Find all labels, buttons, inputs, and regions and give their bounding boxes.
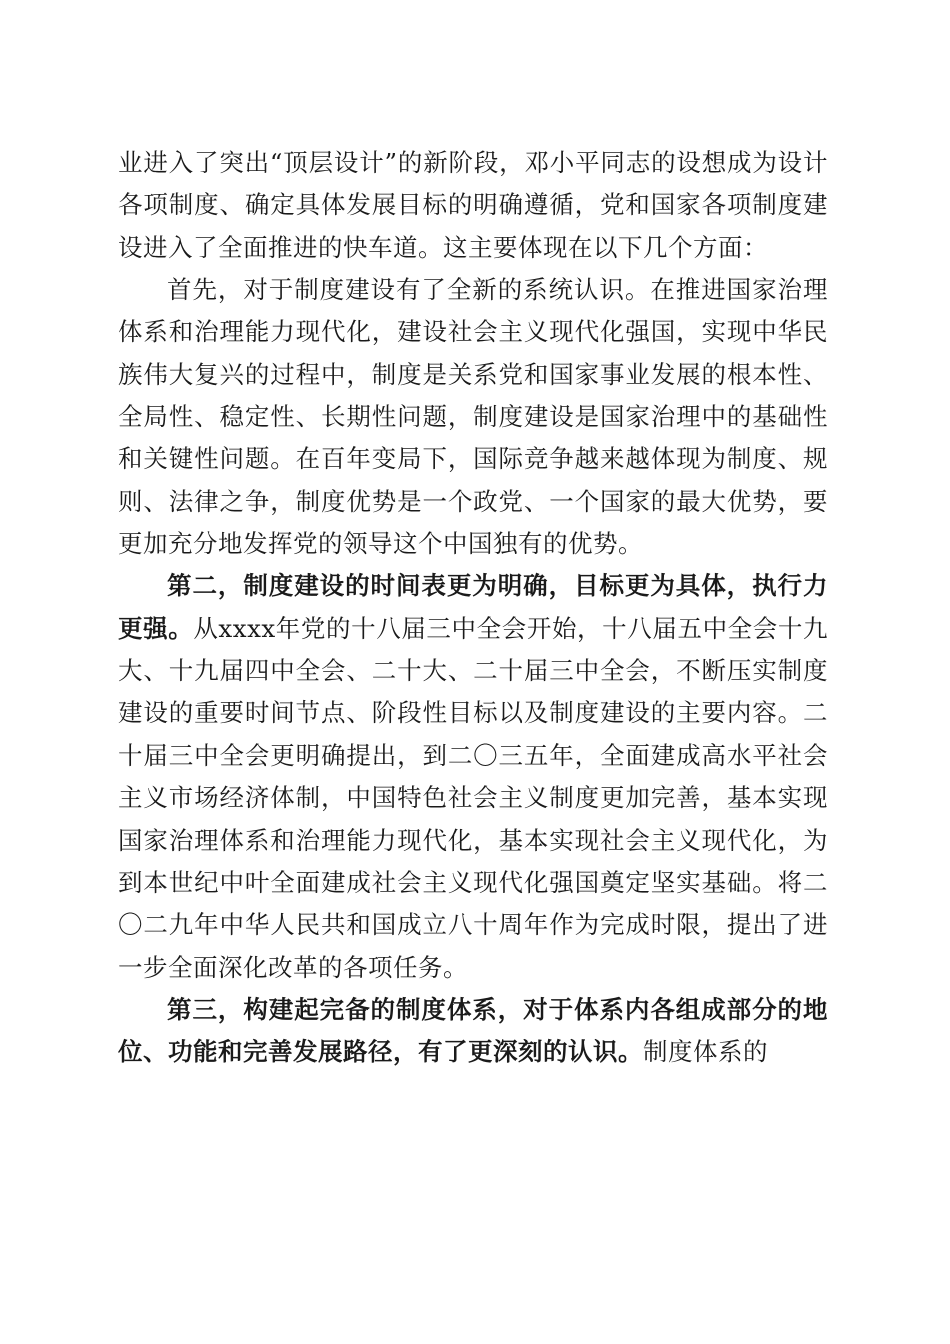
paragraph-second-point (118, 565, 828, 988)
paragraph-text: 业进入了突出“顶层设计”的新阶段，邓小平同志的设想成为设计各项制度、确定具体发展目标的明确遵循，党和国家各项制度建设进入了全面推进的快车道。这主要体现在以下几个方面： (118, 148, 828, 262)
paragraph-third-point (118, 989, 828, 1074)
paragraph-continuation (118, 142, 828, 269)
paragraph-lead: 第二，制度建设的时间表更为明确，目标更为具体，执行力更强。 (118, 571, 828, 643)
paragraph-lead: 第三，构建起完备的制度体系，对于体系内各组成部分的地位、功能和完善发展路径，有了更深刻的认识。 (118, 994, 828, 1067)
document-body (118, 142, 828, 1074)
paragraph-text: 从xxxx年党的十八届三中全会开始，十八届五中全会十九大、十九届四中全会、二十大、二十届三中全会，不断压实制度建设的重要时间节点、阶段性目标以及制度建设的主要内容。二十届三中全会更明确提出，到二〇三五年，全面建成高水平社会主义市场经济体制，中国特色社会主义制度更加完善，基本实现国家治理体系和治理能力现代化，基本实现社会主义现代化，为到本世纪中叶全面建成社会主义现代化强国奠定坚实基础。将二〇二九年中华人民共和国成立八十周年作为完成时限，提出了进一步全面深化改革的各项任务。 (118, 613, 828, 982)
paragraph-text: 首先，对于制度建设有了全新的系统认识。在推进国家治理体系和治理能力现代化，建设社会主义现代化强国，实现中华民族伟大复兴的过程中，制度是关系党和国家事业发展的根本性、全局性、稳定性、长期性问题，制度建设是国家治理中的基础性和关键性问题。在百年变局下，国际竞争越来越体现为制度、规则、法律之争，制度优势是一个政党、一个国家的最大优势，要更加充分地发挥党的领导这个中国独有的优势。 (118, 275, 828, 559)
paragraph-first-point (118, 269, 828, 565)
paragraph-text: 制度体系的 (643, 1037, 768, 1067)
